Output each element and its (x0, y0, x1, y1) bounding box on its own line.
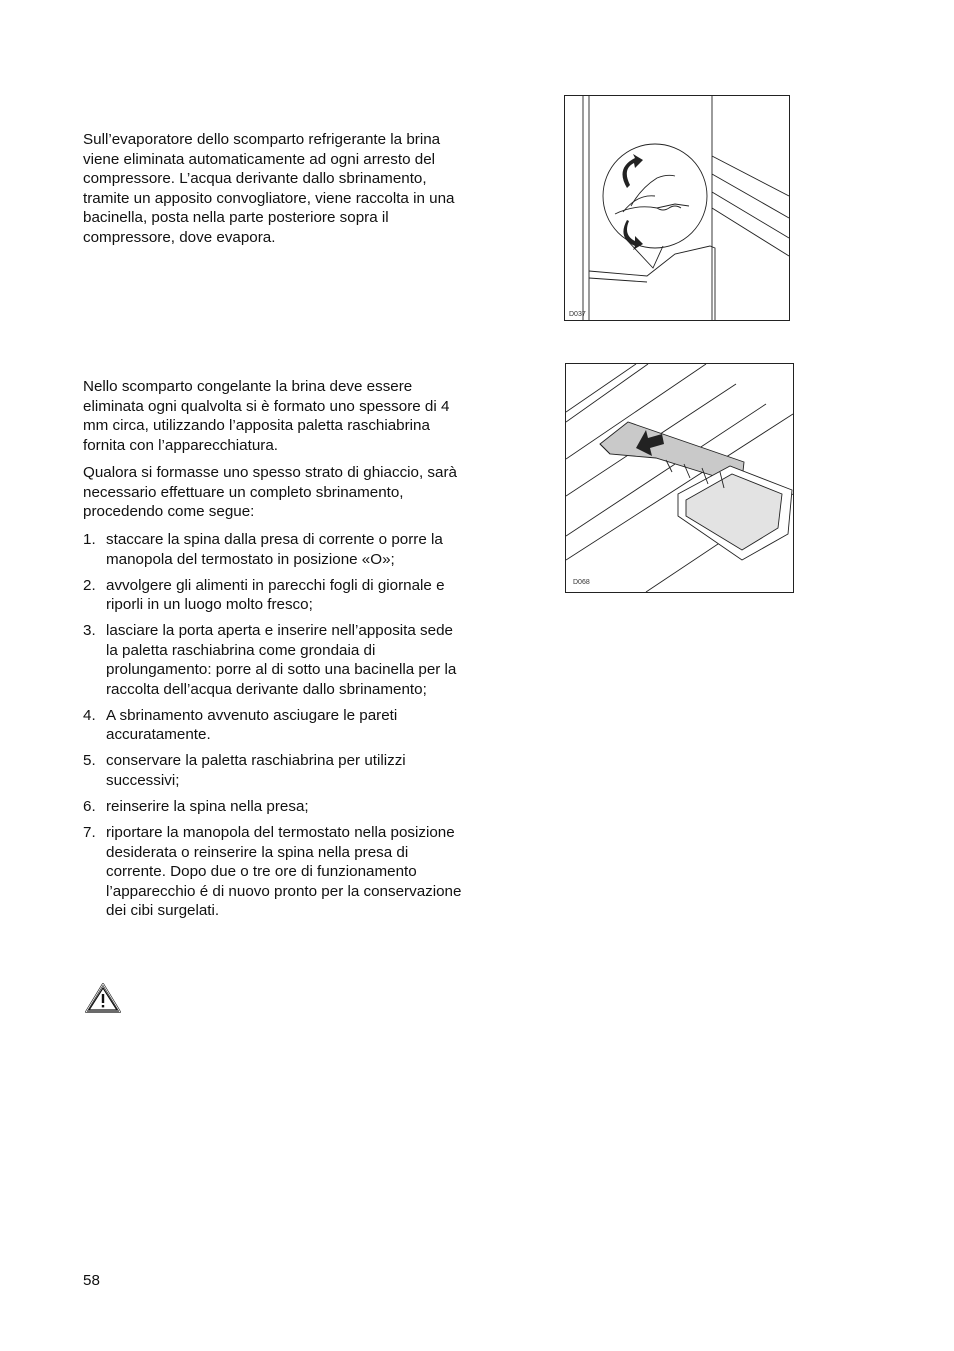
list-item (83, 576, 463, 615)
list-item (83, 621, 463, 699)
step-text: staccare la spina dalla presa di corrente o porre la manopola del termostato in posizione «O»; (106, 531, 443, 568)
step-number: 6. (83, 797, 96, 815)
scraper-tray-drawing (566, 364, 793, 592)
step-number: 3. (83, 622, 96, 640)
list-item (83, 797, 463, 817)
page-number: 58 (83, 1272, 100, 1289)
step-number: 2. (83, 576, 96, 594)
figure-code: D068 (573, 579, 590, 586)
refrigerator-defrost-paragraph: Sull’evaporatore dello scomparto refrigerante la brina viene eliminata automaticamente ad ogni arresto del compressore. L’acqua derivante dallo sbrinamento, tramite un apposito convogliatore, viene raccolta in una bacinella, posta nella parte posteriore sopra il compressore, dove evapora. (83, 131, 455, 246)
step-text: riportare la manopola del termostato nella posizione desiderata o reinserire la spina nella presa di corrente. Dopo due o tre ore di funzionamento l’apparecchio é di nuovo pronto per la conservazione dei cibi surgelati. (106, 824, 462, 920)
defrost-steps-list (83, 530, 463, 927)
step-text: A sbrinamento avvenuto asciugare le pareti accuratamente. (106, 706, 398, 744)
step-text: avvolgere gli alimenti in parecchi fogli di giornale e riporli in un luogo molto fresco; (106, 576, 445, 614)
drain-channel-drawing (565, 96, 789, 320)
list-item (83, 530, 463, 569)
step-number: 5. (83, 752, 96, 770)
scraper-tray-illustration (565, 363, 794, 593)
drain-channel-illustration (564, 95, 790, 321)
step-text: lasciare la porta aperta e inserire nell’apposita sede la paletta raschiabrina come grondaia di prolungamento: porre al di sotto una bacinella per la raccolta dell’acqua derivante dallo sbrinamento; (106, 622, 457, 698)
figure-code: D037 (569, 311, 586, 318)
step-number: 7. (83, 824, 96, 842)
warning-triangle-icon (84, 982, 122, 1014)
step-text: reinserire la spina nella presa; (106, 797, 309, 815)
step-number: 1. (83, 531, 96, 548)
freezer-defrost-paragraph: Nello scomparto congelante la brina deve essere eliminata ogni qualvolta si è formato uno spessore di 4 mm circa, utilizzando l’apposita paletta raschiabrina fornita con l’apparecchiatura. (83, 378, 450, 454)
list-item (83, 823, 463, 921)
list-item (83, 751, 463, 790)
list-item (83, 706, 463, 745)
thick-ice-paragraph: Qualora si formasse uno spesso strato di ghiaccio, sarà necessario effettuare un completo sbrinamento, procedendo come segue: (83, 464, 457, 520)
step-number: 4. (83, 706, 96, 724)
step-text: conservare la paletta raschiabrina per utilizzi successivi; (106, 752, 406, 789)
